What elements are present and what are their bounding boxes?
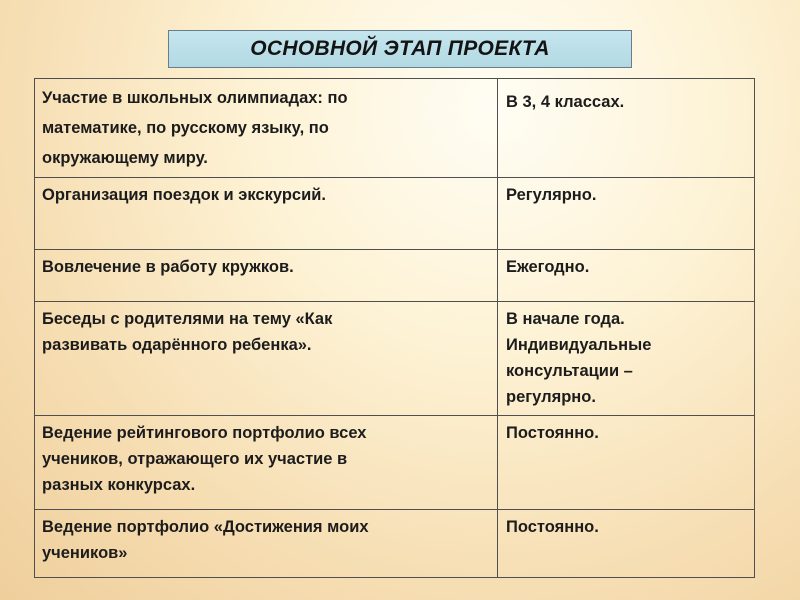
table-row: [35, 302, 755, 416]
table-row: [35, 250, 755, 302]
activity-cell: Участие в школьных олимпиадах: по математике, по русскому языку, по окружающему миру.: [35, 79, 498, 178]
activity-cell: Ведение рейтингового портфолио всех учеников, отражающего их участие в разных конкурсах.: [35, 416, 498, 510]
table-row: [35, 178, 755, 250]
timing-cell: Постоянно.: [498, 510, 755, 578]
activity-cell: Вовлечение в работу кружков.: [35, 250, 498, 302]
page-title: ОСНОВНОЙ ЭТАП ПРОЕКТА: [250, 37, 550, 60]
table-row: [35, 510, 755, 578]
timing-cell: Постоянно.: [498, 416, 755, 510]
title-box: [168, 30, 632, 68]
activity-cell: Беседы с родителями на тему «Как развивать одарённого ребенка».: [35, 302, 498, 416]
activity-cell: Организация поездок и экскурсий.: [35, 178, 498, 250]
timing-cell: В 3, 4 классах.: [498, 79, 755, 178]
timing-cell: Ежегодно.: [498, 250, 755, 302]
table-row: [35, 416, 755, 510]
project-stage-table: [34, 78, 755, 578]
activity-cell: Ведение портфолио «Достижения моих учеников»: [35, 510, 498, 578]
timing-cell: Регулярно.: [498, 178, 755, 250]
table-row: [35, 79, 755, 178]
timing-cell: В начале года. Индивидуальные консультации – регулярно.: [498, 302, 755, 416]
